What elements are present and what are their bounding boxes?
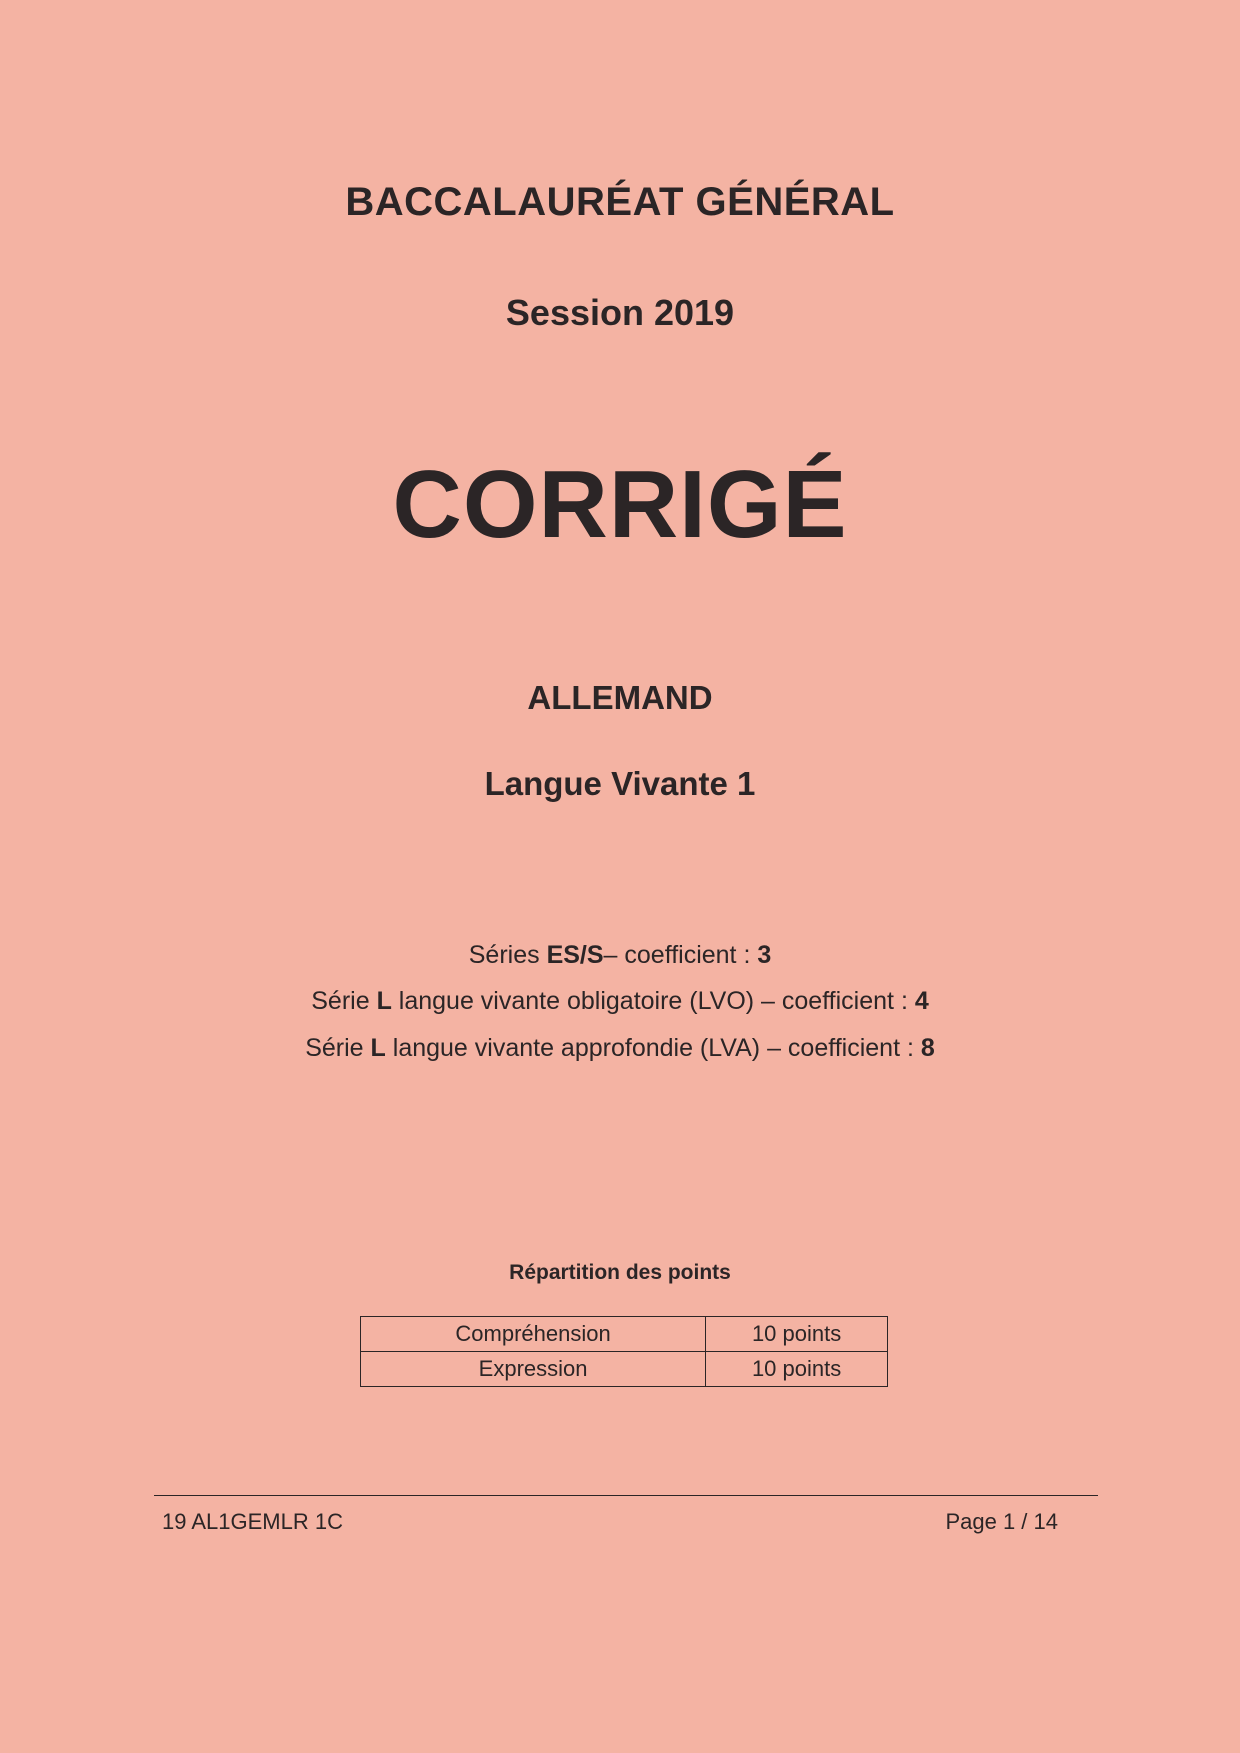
points-distribution-title: Répartition des points [509, 1261, 731, 1284]
points-distribution-table [360, 1316, 888, 1387]
series-text: langue vivante approfondie (LVA) – coefficient : [385, 1034, 921, 1062]
series-prefix: Série [311, 987, 377, 1015]
series-coefficient: 3 [757, 941, 772, 969]
series-coefficient-line [0, 987, 1240, 1016]
points-value-cell: 10 points [706, 1352, 888, 1387]
series-coefficient: 8 [920, 1034, 935, 1062]
exam-title: BACCALAURÉAT GÉNÉRAL [345, 180, 895, 224]
series-name: ES/S [546, 941, 604, 969]
series-coefficient: 4 [914, 987, 929, 1015]
series-name: L [376, 987, 392, 1015]
series-coefficient-line [0, 941, 1240, 970]
document-type-title: CORRIGÉ [392, 451, 848, 558]
subject-name: ALLEMAND [527, 679, 713, 716]
document-code: 19 AL1GEMLR 1C [162, 1509, 343, 1534]
footer-divider [154, 1495, 1098, 1496]
points-value-cell: 10 points [706, 1317, 888, 1352]
series-text: – coefficient : [603, 941, 758, 969]
series-text: langue vivante obligatoire (LVO) – coefficient : [391, 987, 915, 1015]
points-label-cell: Expression [361, 1352, 706, 1387]
table-row [361, 1317, 888, 1352]
table-row [361, 1352, 888, 1387]
language-level: Langue Vivante 1 [484, 765, 756, 802]
points-label-cell: Compréhension [361, 1317, 706, 1352]
series-prefix: Séries [468, 941, 547, 969]
page-number: Page 1 / 14 [945, 1509, 1058, 1534]
series-coefficient-line [0, 1034, 1240, 1063]
series-prefix: Série [305, 1034, 371, 1062]
session-year: Session 2019 [505, 292, 735, 333]
series-name: L [370, 1034, 386, 1062]
